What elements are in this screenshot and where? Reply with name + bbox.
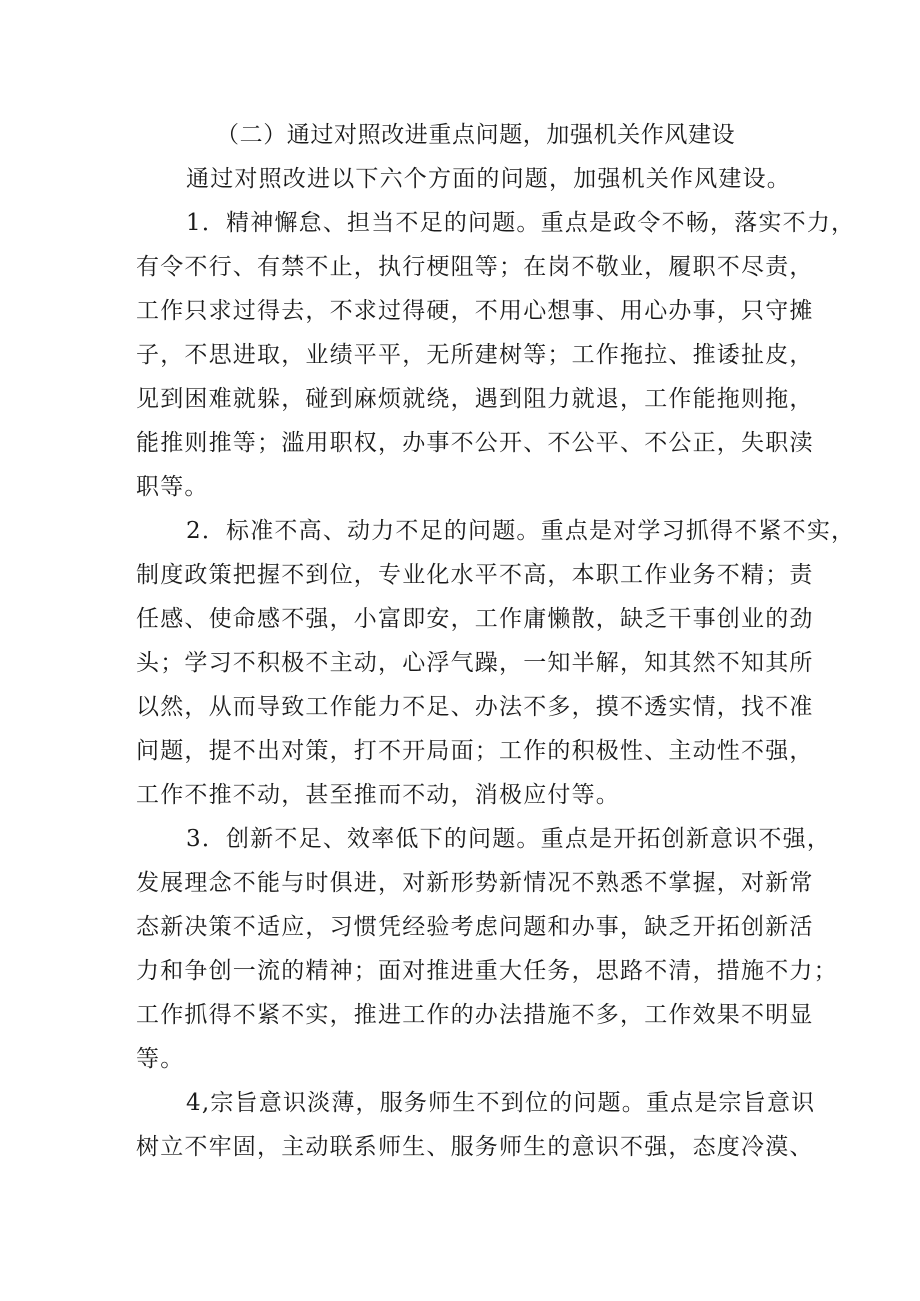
item-1-line-6: 能推则推等；滥用职权，办事不公开、不公平、不公正，失职渎 bbox=[136, 430, 814, 456]
item-1-line-2: 有令不行、有禁不止，执行梗阻等；在岗不敬业，履职不尽责， bbox=[136, 254, 814, 280]
item-3-line-6: 等。 bbox=[136, 1046, 185, 1072]
item-2-line-6: 问题，提不出对策，打不开局面；工作的积极性、主动性不强， bbox=[136, 738, 814, 764]
item-1-line-1: 1．精神懈怠、担当不足的问题。重点是政令不畅，落实不力， bbox=[186, 210, 856, 236]
item-1-line-4: 子，不思进取，业绩平平，无所建树等；工作拖拉、推诿扯皮， bbox=[136, 342, 814, 368]
item-4-line-2: 树立不牢固，主动联系师生、服务师生的意识不强，态度冷漠、 bbox=[136, 1134, 814, 1160]
item-2-line-2: 制度政策把握不到位，专业化水平不高，本职工作业务不精；责 bbox=[136, 562, 814, 588]
item-3-line-5: 工作抓得不紧不实，推进工作的办法措施不多，工作效果不明显 bbox=[136, 1002, 814, 1028]
item-3-line-2: 发展理念不能与时俱进，对新形势新情况不熟悉不掌握，对新常 bbox=[136, 870, 814, 896]
section-heading: （二）通过对照改进重点问题，加强机关作风建设 bbox=[216, 122, 736, 148]
item-2-line-7: 工作不推不动，甚至推而不动，消极应付等。 bbox=[136, 782, 620, 808]
item-4-line-1: 4,宗旨意识淡薄，服务师生不到位的问题。重点是宗旨意识 bbox=[186, 1090, 816, 1116]
intro-paragraph: 通过对照改进以下六个方面的问题，加强机关作风建设。 bbox=[186, 166, 791, 192]
item-2-line-5: 以然，从而导致工作能力不足、办法不多，摸不透实情，找不准 bbox=[136, 694, 814, 720]
item-1-line-3: 工作只求过得去，不求过得硬，不用心想事、用心办事，只守摊 bbox=[136, 298, 814, 324]
item-3-line-4: 力和争创一流的精神；面对推进重大任务，思路不清，措施不力； bbox=[136, 958, 838, 984]
item-3-line-3: 态新决策不适应，习惯凭经验考虑问题和办事，缺乏开拓创新活 bbox=[136, 914, 814, 940]
item-2-line-1: 2．标准不高、动力不足的问题。重点是对学习抓得不紧不实， bbox=[186, 518, 856, 544]
item-2-line-4: 头；学习不积极不主动，心浮气躁，一知半解，知其然不知其所 bbox=[136, 650, 814, 676]
item-3-line-1: 3．创新不足、效率低下的问题。重点是开拓创新意识不强， bbox=[186, 826, 832, 852]
item-1-line-7: 职等。 bbox=[136, 474, 209, 500]
item-2-line-3: 任感、使命感不强，小富即安，工作庸懒散，缺乏干事创业的劲 bbox=[136, 606, 814, 632]
item-1-line-5: 见到困难就躲，碰到麻烦就绕，遇到阻力就退，工作能拖则拖， bbox=[136, 386, 814, 412]
